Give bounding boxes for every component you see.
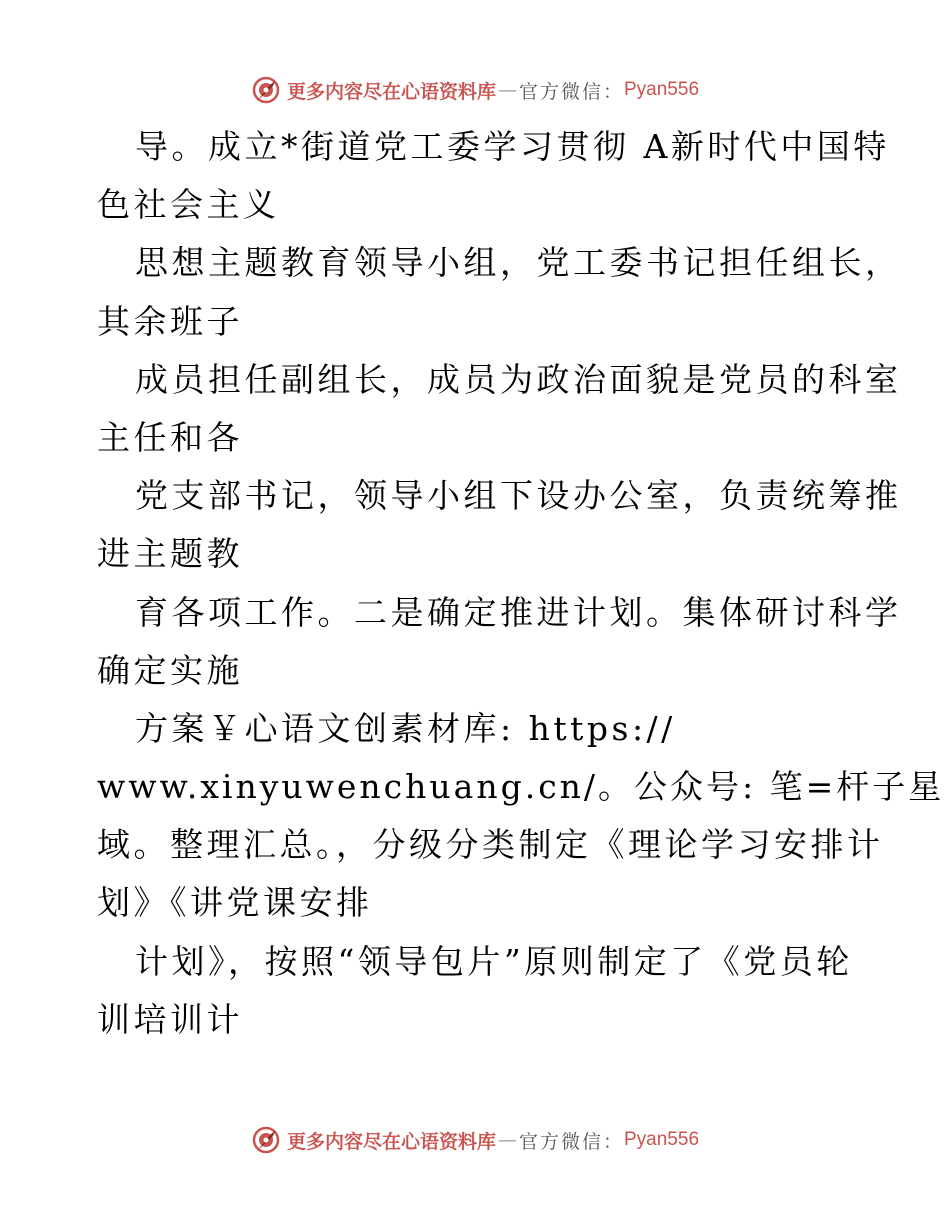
text-line: 域。整理汇总。，分级分类制定《理论学习安排计: [97, 825, 884, 865]
text-line: 进主题教: [97, 534, 243, 574]
footer-watermark-banner: [0, 1120, 950, 1160]
text-line: 色社会主义: [97, 185, 280, 225]
text-line: 导。成立*街道党工委学习贯彻 A新时代中国特: [135, 127, 890, 166]
text-line: 确定实施: [97, 650, 243, 690]
text-line: 党支部书记，领导小组下设办公室，负责统筹推: [135, 476, 902, 516]
banner-wechat-label: 官方微信：: [518, 1130, 624, 1153]
red-circle-quill-logo-icon: [251, 1125, 281, 1155]
banner-main-text: 更多内容尽在心语资料库: [286, 1130, 496, 1153]
text-line: 成员担任副组长，成员为政治面貌是党员的科室: [135, 359, 902, 399]
banner-wechat-label: 官方微信：: [518, 80, 624, 103]
banner-dash: —: [497, 79, 517, 101]
banner-wechat-id: Pyan556: [624, 1129, 700, 1150]
text-line: 其余班子: [97, 301, 243, 341]
text-line: 思想主题教育领导小组，党工委书记担任组长，: [135, 243, 902, 283]
banner-dash: —: [497, 1129, 517, 1151]
text-line: 方案￥心语文创素材库: https://: [135, 708, 676, 748]
red-circle-quill-logo-icon: [251, 75, 281, 105]
text-line: 计划》，按照“领导包片”原则制定了《党员轮: [135, 941, 853, 981]
banner-wechat-id: Pyan556: [624, 79, 700, 100]
banner-main-text: 更多内容尽在心语资料库: [286, 80, 496, 103]
text-line: 划》《讲党课安排: [97, 883, 373, 923]
text-line: 育各项工作。二是确定推进计划。集体研讨科学: [135, 592, 902, 632]
text-line: 训培训计: [97, 999, 243, 1039]
header-watermark-banner: [0, 70, 950, 110]
text-line: 主任和各: [97, 417, 243, 457]
document-body: [97, 118, 945, 1049]
text-line: www.xinyuwenchuang.cn/。公众号: 笔=杆子星: [97, 767, 945, 807]
